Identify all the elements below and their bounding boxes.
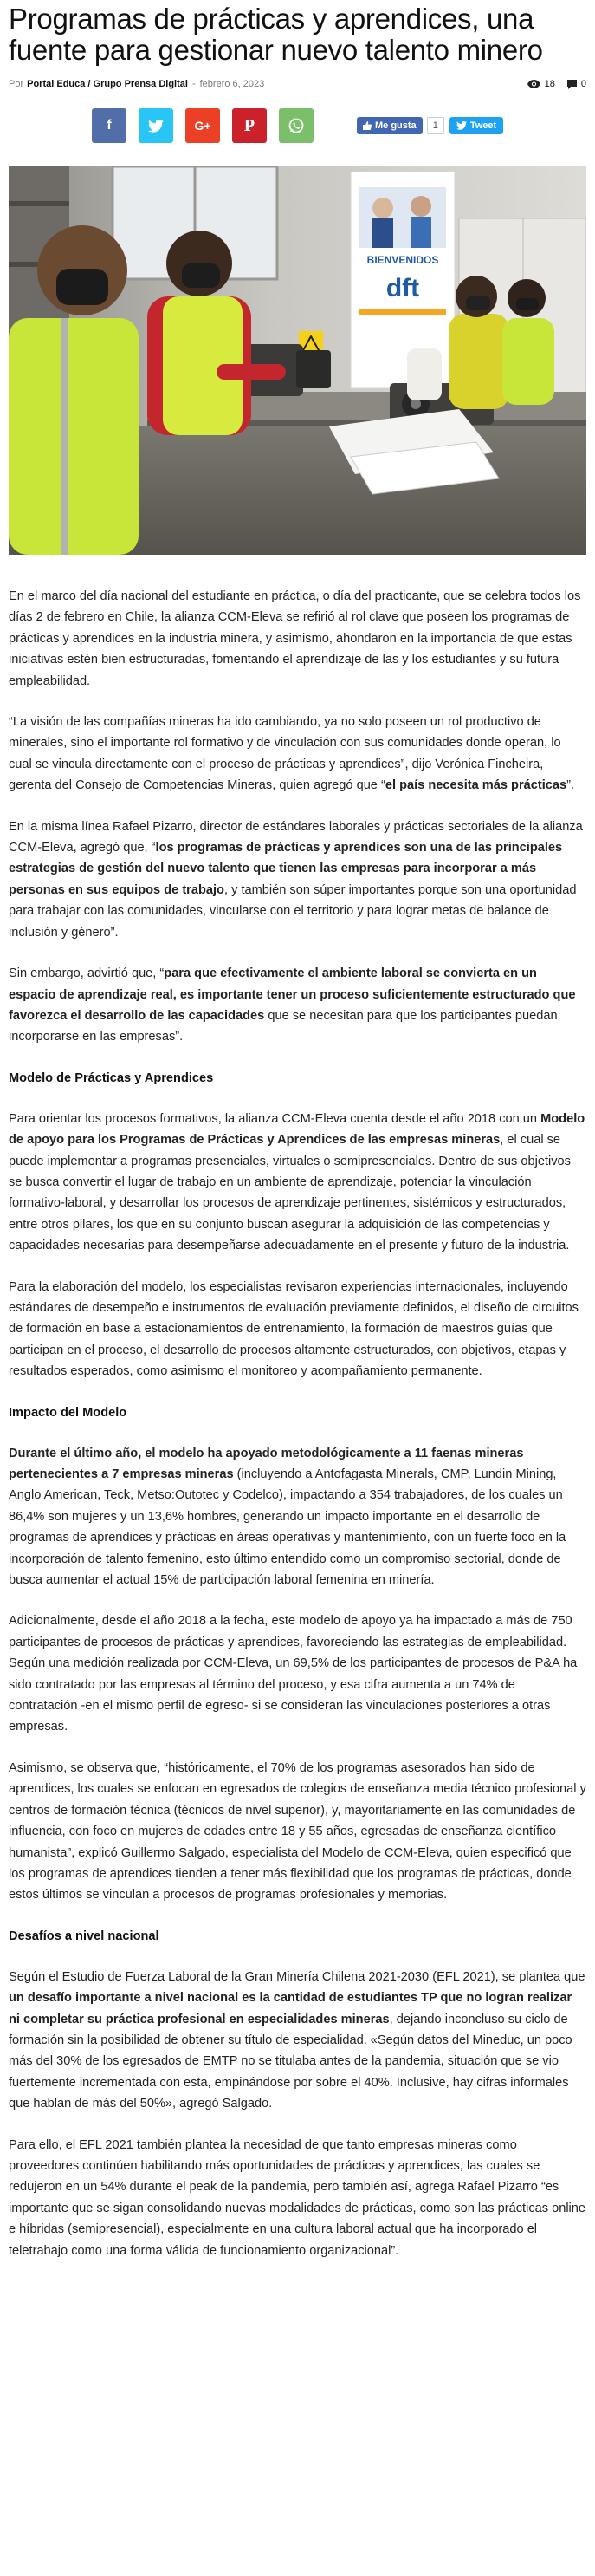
- paragraph-quote-fincheira: “La visión de las compañías mineras ha ido cambiando, ya no solo poseen un rol productivo de minerales, sino el importante rol formativo y de vinculación con sus comunidades donde operan, lo cual se vincula directamente con el proceso de prácticas y aprendices”, dijo Verónica Fincheira, gerenta del Consejo de Competencias Mineras, quien agregó que “el país necesita más prácticas”.: [9, 715, 575, 793]
- paragraph-model: Para orientar los procesos formativos, la alianza CCM-Eleva cuenta desde el año 2018 con un Modelo de apoyo para los Programas de Prácticas y Aprendices de las empresas mineras, el cual se puede implementar a programas presenciales, virtuales o semipresenciales. Dentro de sus objetivos se busca convertir el lugar de trabajo en un ambiente de aprendizaje, potenciar la vinculación formativo-laboral, y desarrollar los procesos de aprendizaje pertinentes, sistémicos y estructurados, entre otros pilares, los que en su conjunto buscan asegurar la adquisición de las competencias y capacidades necesarias para desempeñarse adecuadamente en el presente y futuro de la industria.: [9, 1111, 585, 1253]
- paragraph-quote-pizarro: En la misma línea Rafael Pizarro, director de estándares laborales y prácticas sectoriales de la alianza CCM-Eleva, agregó que, “los programas de prácticas y aprendices son una de las principales estrategias de gestión del nuevo talento que tienen las empresas para incorporar a más personas en sus equipos de trabajo, y también son súper importantes porque son una oportunidad para trabajar con las comunidades, vincularse con el territorio y para lograr metas de balance de inclusión y género”.: [9, 819, 583, 940]
- article-body: [9, 586, 586, 2261]
- social-widgets: [357, 117, 503, 134]
- views-count: 18: [544, 79, 555, 89]
- facebook-like-label: Me gusta: [375, 120, 417, 131]
- share-facebook-button[interactable]: [92, 108, 126, 143]
- comments-count: 0: [580, 79, 586, 89]
- article-date: febrero 6, 2023: [199, 79, 265, 89]
- eye-icon: [527, 80, 540, 88]
- whatsapp-icon: [288, 117, 305, 134]
- googleplus-icon: G+: [194, 119, 211, 133]
- article-title: Programas de prácticas y aprendices, una fuente para gestionar nuevo talento minero: [9, 3, 543, 66]
- meta-separator: -: [191, 79, 196, 89]
- comment-icon: [567, 80, 577, 89]
- tweet-button[interactable]: [449, 117, 503, 134]
- twitter-icon: [148, 120, 164, 133]
- share-bar: [92, 108, 586, 143]
- section-heading-challenges: Desafíos a nivel nacional: [9, 1929, 159, 1943]
- views-counter: [527, 79, 555, 89]
- paragraph-efl-2021: Para ello, el EFL 2021 también plantea la necesidad de que tanto empresas mineras como proveedores continúen habilitando más oportunidades de prácticas y aprendices, las cuales se redujeron en un 54% durante el peak de la pandemia, pero también así, agrega Rafael Pizarro “es importante que se sigan consolidando nuevas modalidades de prácticas, como son las prácticas online e híbridas (semipresencial), especialmente en una cultura laboral actual que ha incorporado el teletrabajo como una forma válida de funcionamiento organizacional”.: [9, 2137, 586, 2258]
- facebook-like-count: 1: [427, 117, 444, 134]
- twitter-bird-icon: [456, 121, 467, 130]
- paragraph-impact-2018: Adicionalmente, desde el año 2018 a la fecha, este modelo de apoyo ya ha impactado a más de 750 participantes de procesos de prácticas y aprendices, favoreciendo las estrategias de empleabilidad. Según una medición realizada por CCM-Eleva, un 69,5% de los participantes de procesos de P&A ha sido contratado por las empresas al término del proceso, y esa cifra aumenta a un 74% de contratación -en el mismo perfil de egreso- si se consideran las vinculaciones posteriores a otras empresas.: [9, 1614, 578, 1734]
- facebook-icon: f: [107, 118, 112, 133]
- section-heading-model: Modelo de Prácticas y Aprendices: [9, 1070, 214, 1085]
- banner-logo-text: dft: [385, 274, 420, 302]
- facebook-like-button[interactable]: [357, 117, 423, 134]
- thumbs-up-icon: [363, 121, 372, 130]
- share-whatsapp-button[interactable]: [279, 108, 314, 143]
- hero-photo-illustration: [9, 166, 586, 555]
- comments-counter[interactable]: [567, 79, 586, 89]
- paragraph-model-elaboration: Para la elaboración del modelo, los especialistas revisaron experiencias internacionales, incluyendo estándares de desempeño e instrumentos de evaluación previamente definidos, el diseño de circuitos de formación en base a estacionamientos de entrenamiento, la formación de maestros guías que participan en el proceso, el desarrollo de procesos altamente estructurados, con objetivos, etapas y resultados esperados, como asimismo el monitoreo y acompañamiento permanente.: [9, 1279, 579, 1379]
- paragraph-challenges: Según el Estudio de Fuerza Laboral de la Gran Minería Chilena 2021-2030 (EFL 2021), se plantea que un desafío importante a nivel nacional es la cantidad de estudiantes TP que no logran realizar ni completar su práctica profesional en especialidades mineras, dejando inconcluso su ciclo de formación sin la posibilidad de obtener su título de especialidad. «Según datos del Mineduc, un poco más del 30% de los egresados de EMTP no se titulaba antes de la pandemia, situación que se vio fuertemente incrementada con esta, empinándose por sobre el 40%. Inclusive, hay cifras informales que hablan de más del 50%», agregó Salgado.: [9, 1969, 585, 2111]
- pinterest-icon: P: [243, 115, 255, 135]
- share-googleplus-button[interactable]: [185, 108, 220, 143]
- section-heading-impact: Impacto del Modelo: [9, 1405, 127, 1420]
- tweet-label: Tweet: [469, 120, 497, 131]
- hero-photo: [9, 166, 586, 555]
- article-meta: [9, 76, 586, 92]
- by-label: Por: [9, 79, 24, 89]
- banner-welcome-text: BIENVENIDOS: [366, 254, 439, 266]
- paragraph-intro: En el marco del día nacional del estudiante en práctica, o día del practicante, que se celebra todos los días 2 de febrero en Chile, la alianza CCM-Eleva se refirió al rol clave que poseen los programas de prácticas y aprendices en la industria minera, y asimismo, ahondaron en la importancia de que estas iniciativas estén bien estructuradas, fomentando el aprendizaje de las y los estudiantes y su futura empleabilidad.: [9, 589, 581, 688]
- author-link[interactable]: Portal Educa / Grupo Prensa Digital: [27, 79, 188, 89]
- share-pinterest-button[interactable]: [232, 108, 267, 143]
- paragraph-warning: Sin embargo, advirtió que, “para que efectivamente el ambiente laboral se convierta en un espacio de aprendizaje real, es importante tener un proceso suficientemente estructurado que favorezca el desarrollo de las capacidades que se necesitan para que los participantes puedan incorporarse en las empresas”.: [9, 966, 576, 1044]
- paragraph-impact: Durante el último año, el modelo ha apoyado metodológicamente a 11 faenas mineras pertenecientes a 7 empresas mineras (incluyendo a Antofagasta Minerals, CMP, Lundin Mining, Anglo American, Teck, Metso:Outotec y Codelco), impactando a 354 trabajadores, de los cuales un 86,4% son mujeres y un 13,6% hombres, generando un impacto importante en el desarrollo de programas de aprendices y prácticas en áreas operativas y mantenimiento, con un fuerte foco en la incorporación de talento femenino, esto último entendido como un compromiso sectorial, donde de busca aumentar el actual 15% de participación laboral femenina en minería.: [9, 1446, 566, 1588]
- paragraph-impact-historical: Asimismo, se observa que, “históricamente, el 70% de los programas asesorados han sido de aprendices, los cuales se enfocan en egresados de colegios de enseñanza media técnico profesional y centros de formación técnica (técnicos de nivel superior), y, mayoritariamente en las comunidades de influencia, con foco en mujeres de edades entre 18 y 55 años, egresadas de enseñanza científico humanista”, explicó Guillermo Salgado, especialista del Modelo de CCM-Eleva, quien especificó que los programas de aprendices tienden a tener más flexibilidad que los programas de prácticas, donde estos últimos se vinculan a procesos de programas profesionales y memorias.: [9, 1760, 586, 1903]
- share-twitter-button[interactable]: [139, 108, 173, 143]
